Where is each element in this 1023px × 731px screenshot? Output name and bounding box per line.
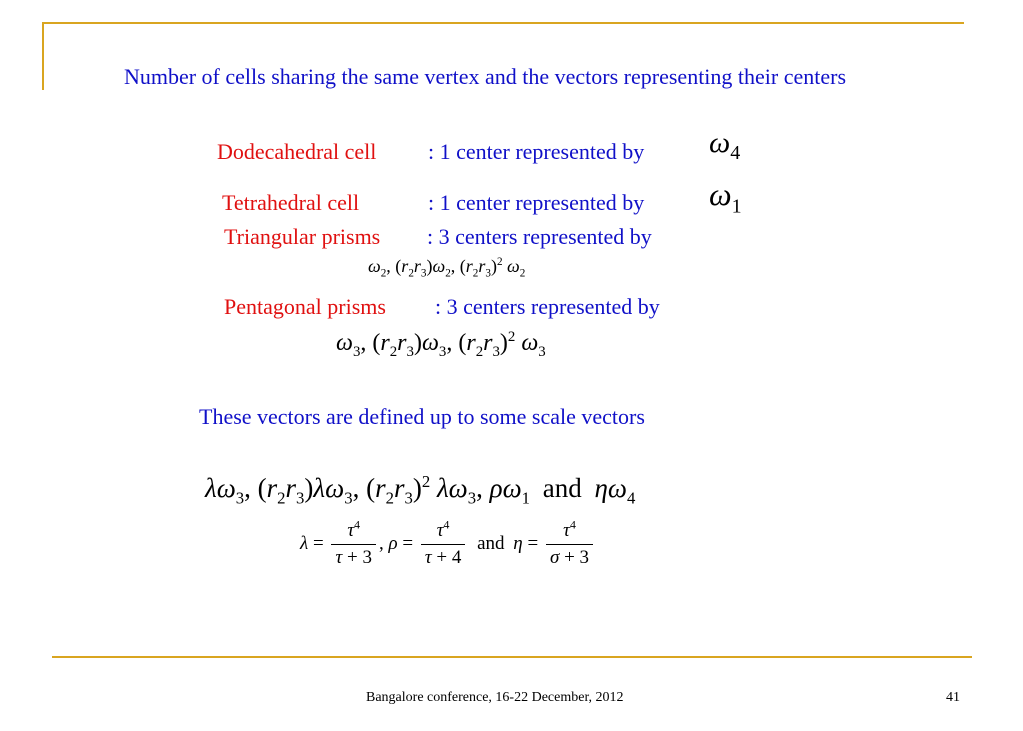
row-desc-dodecahedral: : 1 center represented by [428,139,645,164]
and-word-2: and [477,532,505,554]
scale-note: These vectors are defined up to some scale vectors [199,404,645,429]
cell-label-tetrahedral: Tetrahedral cell [222,190,360,215]
math-omega-1: $\omega_1$ [709,176,742,218]
page-number: 41 [946,690,960,705]
fraction-eta: $\frac{\tau^4}{\sigma + 3}$ [546,520,593,569]
math-triangular-vectors: $\omega_2$, $(r_2r_3)\omega_2$, $(r_2r_3)^2$ $\omega_2$ [368,256,526,280]
cell-label-dodecahedral: Dodecahedral cell [217,139,377,164]
row-desc-pentagonal: : 3 centers represented by [435,294,660,319]
cell-label-pentagonal: Pentagonal prisms [224,294,386,319]
fraction-lambda: $\frac{\tau^4}{\tau + 3}$ [331,520,376,569]
cell-label-triangular: Triangular prisms [224,224,381,249]
top-rule [42,22,964,24]
math-scale-factors: λ = $\frac{\tau^4}{\tau + 3}$ , ρ = $\frac{\tau^4}{\tau + 4}$ and η = $\frac{\tau^4}{\sigma + 3}$ [300,520,596,569]
and-word-1: and [542,473,582,503]
fraction-rho: $\frac{\tau^4}{\tau + 4}$ [421,520,466,569]
row-desc-triangular: : 3 centers represented by [427,224,652,249]
left-rule [42,22,44,90]
math-omega-4: $\omega_4$ [709,126,741,164]
math-scaled-vectors: $\lambda\omega_3$, $(r_2r_3)\lambda\omega_3$, $(r_2r_3)^2$ $\lambda\omega_3$, $\rho\omega_1$ and $\eta\omega_4$ [205,472,636,508]
bottom-rule [52,656,972,658]
slide-title: Number of cells sharing the same vertex and the vectors representing their centers [123,64,847,89]
footer-text: Bangalore conference, 16-22 December, 2012 [366,690,624,705]
math-pentagonal-vectors: $\omega_3$, $(r_2r_3)\omega_3$, $(r_2r_3)^2$ $\omega_3$ [336,329,546,360]
row-desc-tetrahedral: : 1 center represented by [428,190,645,215]
